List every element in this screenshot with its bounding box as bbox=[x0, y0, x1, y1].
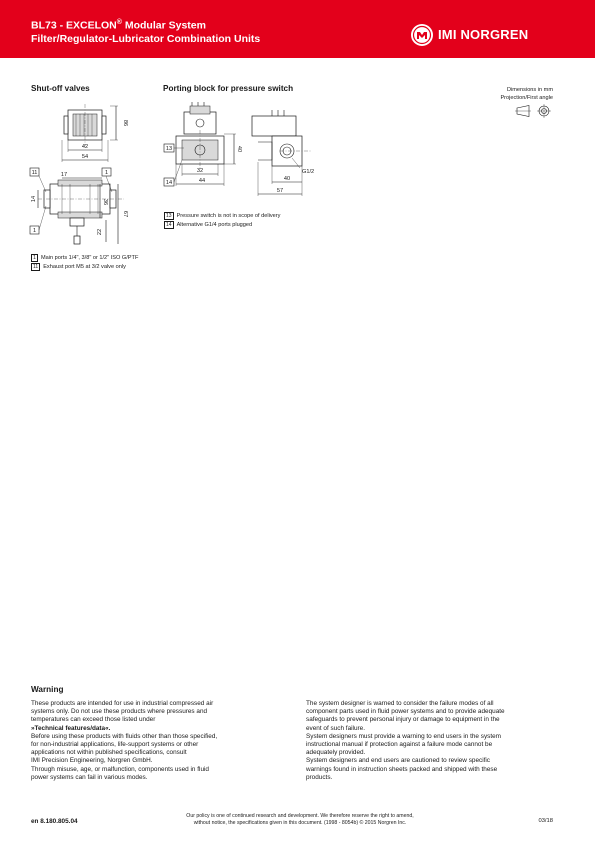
dimensions-note: Dimensions in mm bbox=[506, 87, 553, 93]
dim-label: 54 bbox=[81, 154, 89, 160]
warning-title: Warning bbox=[31, 685, 64, 694]
dim-label: 57 bbox=[276, 188, 284, 194]
shutoff-legend-item: 11 Exhaust port M5 at 3/2 valve only bbox=[33, 264, 126, 270]
page-date: 03/18 bbox=[538, 818, 553, 824]
warning-line: warnings found in instruction sheets packed and shipped with these bbox=[306, 765, 498, 773]
dim-label: 22 bbox=[97, 228, 103, 236]
warning-line: component parts used in fluid power systems and to provide adequate bbox=[306, 708, 505, 716]
callout-label: 1 bbox=[104, 170, 109, 176]
document-number: en 8.180.805.04 bbox=[31, 818, 78, 825]
brand-logo bbox=[411, 24, 561, 46]
warning-left-column bbox=[31, 700, 271, 782]
dim-label: 44 bbox=[198, 178, 206, 184]
warning-line: instructional manual if protection against a failure mode cannot be bbox=[306, 741, 493, 749]
warning-line: Before using these products with fluids other than those specified, bbox=[31, 732, 218, 740]
footer-disclaimer: Our policy is one of continued research and development. We therefore reserve the right to amend, without notice, the specifications given in this document. (1998 - 8054b) © 2015 Norgren Inc. bbox=[186, 813, 414, 826]
shutoff-legend-item: 1 Main ports 1/4", 3/8" or 1/2" ISO G/PTF bbox=[31, 254, 138, 262]
document-title: BL73 - EXCELON® Modular System bbox=[31, 19, 206, 32]
warning-line: products. bbox=[306, 773, 333, 781]
dim-label: 36 bbox=[102, 198, 108, 206]
shutoff-title: Shut-off valves bbox=[31, 84, 90, 93]
first-angle-projection-icon bbox=[515, 104, 555, 118]
dim-label: 17 bbox=[60, 172, 68, 178]
callout-label: 1 bbox=[32, 228, 37, 234]
warning-line: temperatures can exceed those listed under bbox=[31, 716, 156, 724]
warning-line: IMI Precision Engineering, Norgren GmbH. bbox=[31, 757, 153, 765]
dim-label: 40 bbox=[236, 145, 242, 153]
warning-line: These products are intended for use in industrial compressed air bbox=[31, 700, 214, 707]
warning-line: »Technical features/data«. bbox=[31, 724, 111, 732]
dim-label: 42 bbox=[81, 144, 89, 150]
callout-label: 11 bbox=[31, 170, 38, 176]
logo-wordmark: IMI NORGREN bbox=[438, 27, 529, 42]
shutoff-valve-drawing bbox=[28, 96, 138, 256]
warning-right-column bbox=[306, 700, 546, 782]
dim-label: 86 bbox=[122, 119, 128, 127]
warning-line: power systems can fail in various modes. bbox=[31, 773, 148, 781]
warning-line: Through misuse, age, or malfunction, components used in fluid bbox=[31, 765, 209, 773]
warning-line: System designers and end users are cautioned to review specific bbox=[306, 757, 491, 765]
warning-line: System designers must provide a warning to end users in the system bbox=[306, 732, 502, 740]
dim-label: 14 bbox=[31, 195, 37, 203]
porting-legend-item: 14 Alternative G1/4 ports plugged bbox=[166, 222, 253, 228]
port-label: G1/2 bbox=[302, 169, 315, 175]
porting-legend-item: 13 Pressure switch is not in scope of delivery bbox=[166, 213, 281, 219]
document-subtitle: Filter/Regulator-Lubricator Combination Units bbox=[31, 33, 261, 45]
warning-line: systems only. Do not use these products where pressures and bbox=[31, 708, 208, 716]
projection-note: Projection/First angle bbox=[500, 95, 553, 101]
warning-line: for non-industrial applications, life-support systems or other bbox=[31, 741, 199, 749]
logo-emblem-icon bbox=[411, 24, 433, 46]
warning-line: adequately provided. bbox=[306, 749, 366, 757]
header-bar bbox=[0, 0, 595, 58]
porting-block-drawing bbox=[162, 100, 322, 210]
warning-line: safeguards to prevent personal injury or damage to equipment in the bbox=[306, 716, 500, 724]
warning-line: The system designer is warned to consider the failure modes of all bbox=[306, 700, 494, 707]
warning-line: event of such failure. bbox=[306, 724, 365, 732]
dim-label: 67 bbox=[122, 210, 128, 218]
callout-label: 14 bbox=[165, 180, 173, 186]
callout-label: 13 bbox=[165, 146, 173, 152]
dim-label: 32 bbox=[196, 168, 204, 174]
warning-line: applications not within published specifications, consult bbox=[31, 749, 187, 757]
dim-label: 40 bbox=[283, 176, 291, 182]
porting-title: Porting block for pressure switch bbox=[163, 84, 294, 93]
